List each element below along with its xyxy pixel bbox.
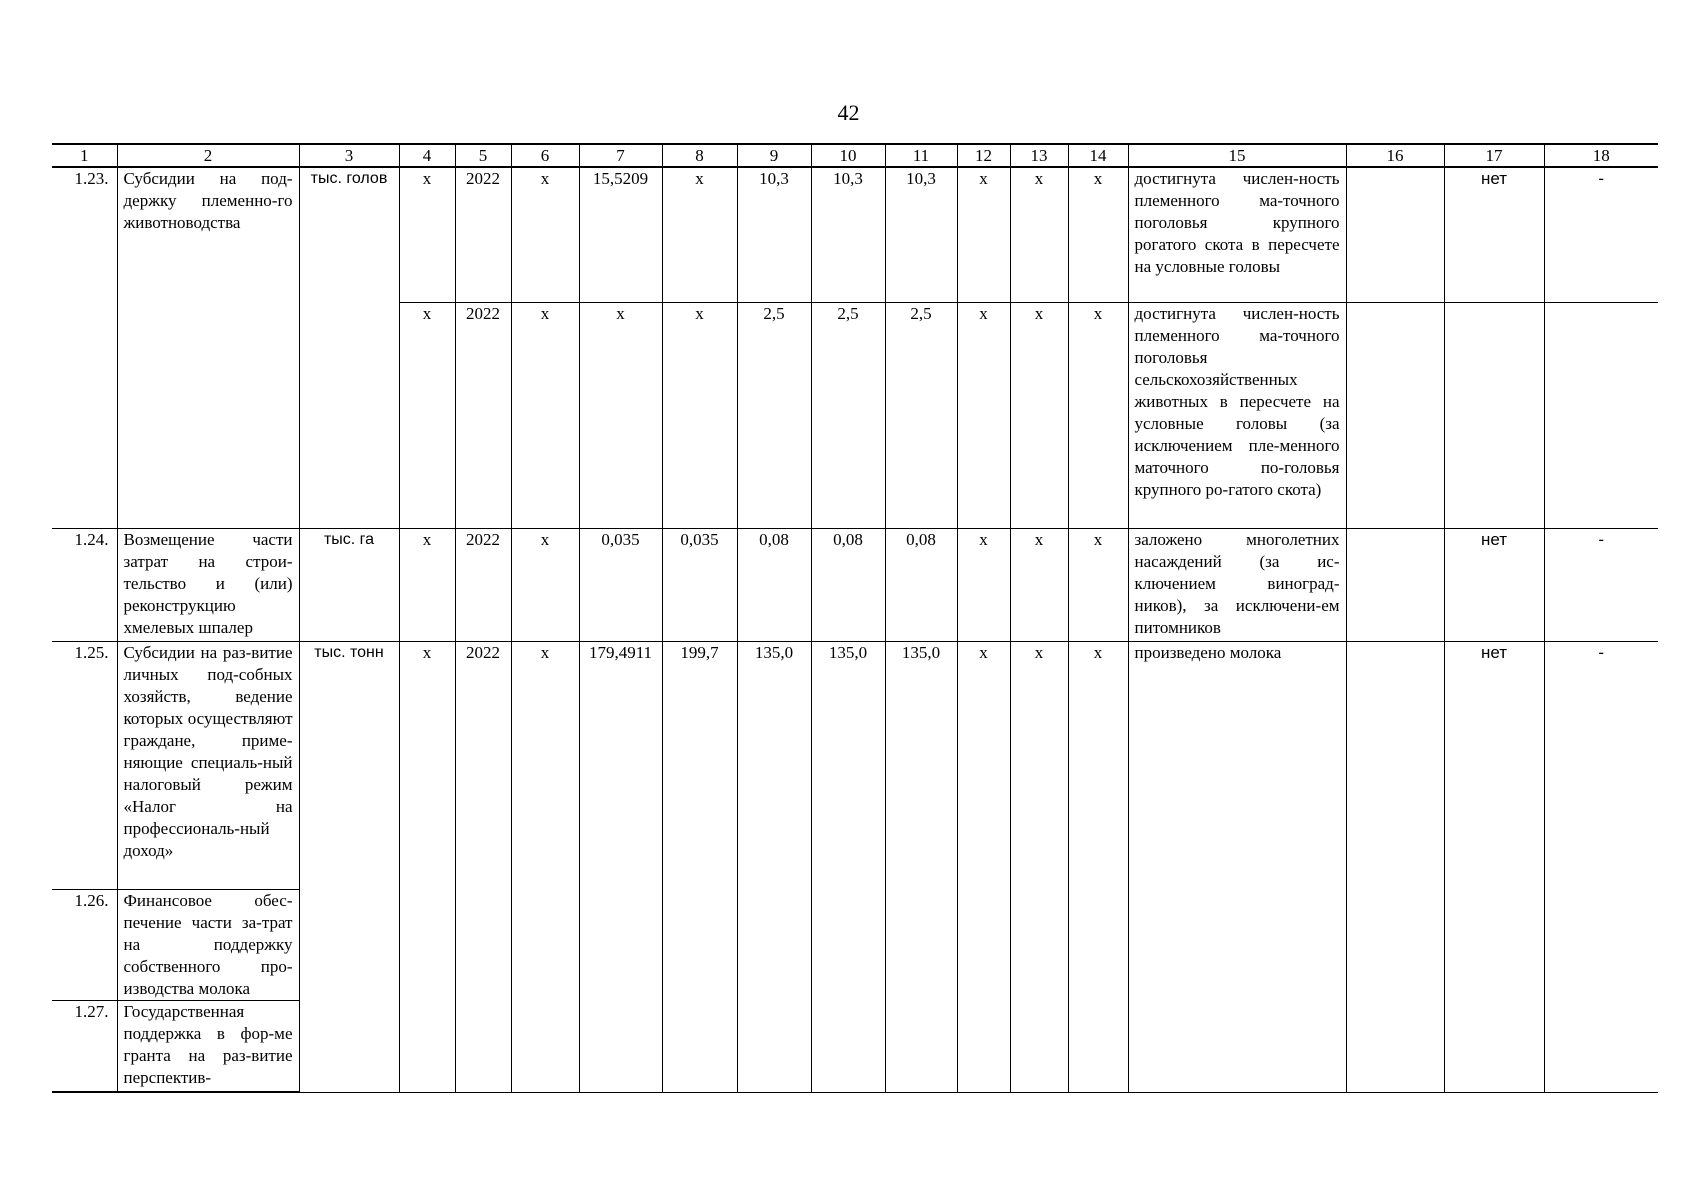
cell: х bbox=[511, 528, 579, 641]
header-cell: 5 bbox=[455, 144, 511, 167]
cell bbox=[1544, 302, 1658, 528]
header-cell: 18 bbox=[1544, 144, 1658, 167]
cell: - bbox=[1544, 528, 1658, 641]
header-cell: 17 bbox=[1444, 144, 1544, 167]
cell: 15,5209 bbox=[579, 167, 662, 302]
cell: 135,0 bbox=[811, 641, 885, 1092]
cell bbox=[1346, 302, 1444, 528]
row-number: 1.26. bbox=[52, 889, 117, 1000]
table-row bbox=[52, 641, 1658, 889]
result-indicator: достигнута числен-ность племенного ма-точного поголовья крупного рогатого скота в пересчете на условные головы bbox=[1128, 167, 1346, 302]
cell: 0,08 bbox=[811, 528, 885, 641]
cell: 10,3 bbox=[737, 167, 811, 302]
cell: 135,0 bbox=[737, 641, 811, 1092]
cell: х bbox=[399, 528, 455, 641]
unit-cell: тыс. га bbox=[299, 528, 399, 641]
cell: х bbox=[579, 302, 662, 528]
cell: х bbox=[399, 302, 455, 528]
header-cell: 9 bbox=[737, 144, 811, 167]
unit-cell: тыс. голов bbox=[299, 167, 399, 528]
cell: 10,3 bbox=[885, 167, 957, 302]
cell: х bbox=[511, 641, 579, 1092]
cell: х bbox=[1010, 167, 1068, 302]
cell bbox=[1444, 302, 1544, 528]
row-number: 1.24. bbox=[52, 528, 117, 641]
row-number: 1.25. bbox=[52, 641, 117, 889]
measure-name: Субсидии на раз-витие личных под-собных хозяйств, ведение которых осуществляют граждане, приме-няющие специаль-ный налоговый режим «Налог на профессиональ-ный доход» bbox=[117, 641, 299, 889]
indicators-table bbox=[52, 143, 1658, 1093]
cell: 10,3 bbox=[811, 167, 885, 302]
result-indicator: достигнута числен-ность племенного ма-точного поголовья сельскохозяйственных животных в пересчете на условные головы (за исключением пле-менного маточного по-головья крупного ро-гатого скота) bbox=[1128, 302, 1346, 528]
unit-cell: тыс. тонн bbox=[299, 641, 399, 1092]
header-cell: 14 bbox=[1068, 144, 1128, 167]
row-number: 1.23. bbox=[52, 167, 117, 528]
table-row bbox=[52, 167, 1658, 302]
cell: 2022 bbox=[455, 641, 511, 1092]
cell: х bbox=[1068, 641, 1128, 1092]
cell: 2022 bbox=[455, 167, 511, 302]
cell bbox=[1346, 167, 1444, 302]
header-cell: 4 bbox=[399, 144, 455, 167]
measure-name: Возмещение части затрат на строи-тельство и (или) реконструкцию хмелевых шпалер bbox=[117, 528, 299, 641]
cell: 135,0 bbox=[885, 641, 957, 1092]
cell: х bbox=[511, 167, 579, 302]
result-indicator: заложено многолетних насаждений (за ис-ключением виноград-ников), за исключени-ем питомников bbox=[1128, 528, 1346, 641]
cell: х bbox=[1010, 641, 1068, 1092]
cell: х bbox=[1068, 528, 1128, 641]
header-row bbox=[52, 144, 1658, 167]
cell: нет bbox=[1444, 641, 1544, 1092]
cell: х bbox=[1068, 167, 1128, 302]
table-row bbox=[52, 528, 1658, 641]
header-cell: 12 bbox=[957, 144, 1010, 167]
cell: х bbox=[399, 641, 455, 1092]
header-cell: 6 bbox=[511, 144, 579, 167]
header-cell: 15 bbox=[1128, 144, 1346, 167]
cell: 0,035 bbox=[579, 528, 662, 641]
cell: 0,08 bbox=[885, 528, 957, 641]
result-indicator: произведено молока bbox=[1128, 641, 1346, 1092]
cell: 2,5 bbox=[737, 302, 811, 528]
cell: х bbox=[662, 302, 737, 528]
header-cell: 13 bbox=[1010, 144, 1068, 167]
page-number: 42 bbox=[837, 100, 860, 125]
cell: 199,7 bbox=[662, 641, 737, 1092]
cell: х bbox=[957, 167, 1010, 302]
cell: х bbox=[1010, 528, 1068, 641]
cell: 2022 bbox=[455, 302, 511, 528]
header-cell: 7 bbox=[579, 144, 662, 167]
cell: х bbox=[1068, 302, 1128, 528]
measure-name: Финансовое обес-печение части за-трат на поддержку собственного про-изводства молока bbox=[117, 889, 299, 1000]
header-cell: 3 bbox=[299, 144, 399, 167]
header-cell: 8 bbox=[662, 144, 737, 167]
header-cell: 10 bbox=[811, 144, 885, 167]
cell: 179,4911 bbox=[579, 641, 662, 1092]
cell: 2,5 bbox=[885, 302, 957, 528]
cell: х bbox=[957, 302, 1010, 528]
cell: х bbox=[399, 167, 455, 302]
cell: х bbox=[511, 302, 579, 528]
measure-name: Субсидии на под-держку племенно-го животноводства bbox=[117, 167, 299, 528]
cell: х bbox=[662, 167, 737, 302]
header-cell: 11 bbox=[885, 144, 957, 167]
cell: х bbox=[1010, 302, 1068, 528]
cell: 2022 bbox=[455, 528, 511, 641]
cell: нет bbox=[1444, 167, 1544, 302]
cell: 2,5 bbox=[811, 302, 885, 528]
cell: х bbox=[957, 528, 1010, 641]
header-cell: 16 bbox=[1346, 144, 1444, 167]
row-number: 1.27. bbox=[52, 1000, 117, 1092]
measure-name: Государственная поддержка в фор-ме гранта на раз-витие перспектив- bbox=[117, 1000, 299, 1092]
cell: х bbox=[957, 641, 1010, 1092]
cell: 0,08 bbox=[737, 528, 811, 641]
header-cell: 1 bbox=[52, 144, 117, 167]
header-cell: 2 bbox=[117, 144, 299, 167]
cell bbox=[1346, 528, 1444, 641]
cell: - bbox=[1544, 641, 1658, 1092]
cell: нет bbox=[1444, 528, 1544, 641]
cell: - bbox=[1544, 167, 1658, 302]
cell: 0,035 bbox=[662, 528, 737, 641]
cell bbox=[1346, 641, 1444, 1092]
